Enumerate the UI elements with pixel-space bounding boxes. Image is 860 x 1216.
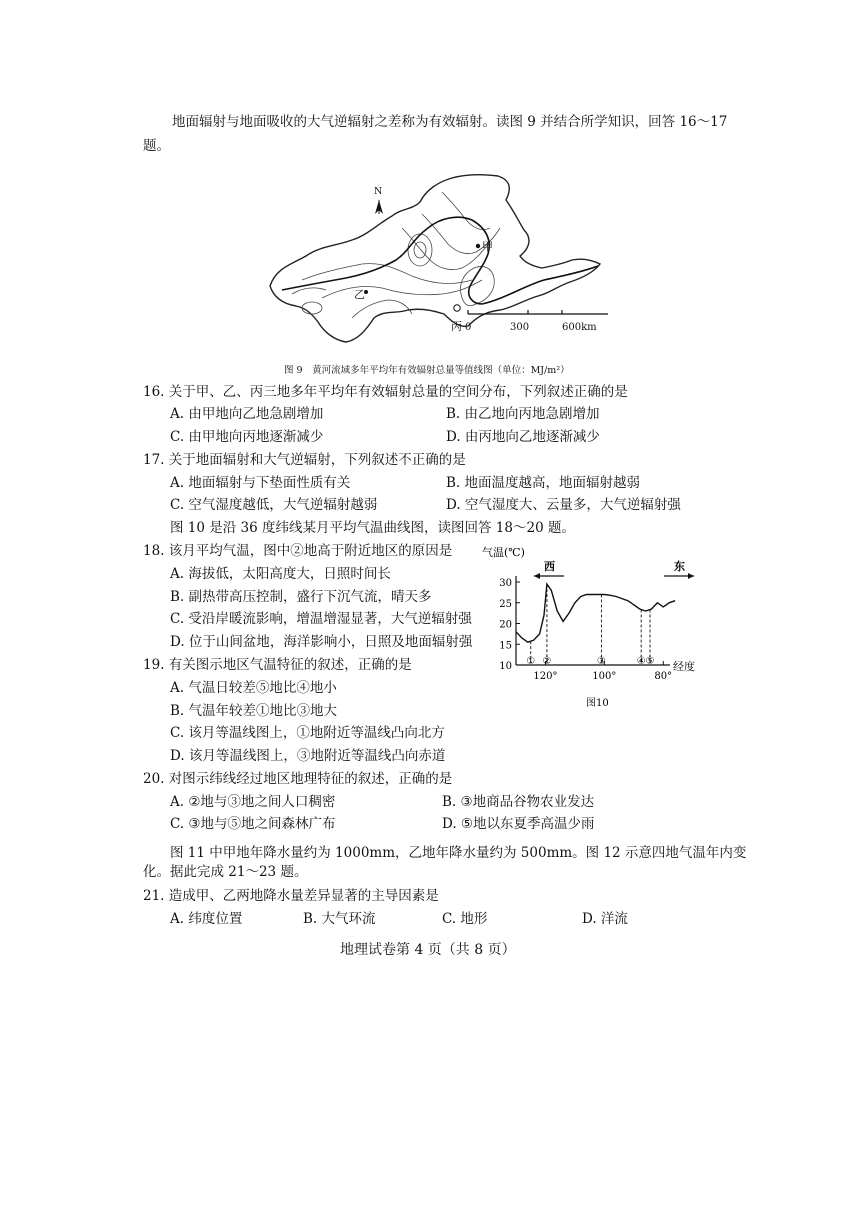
- q18-option-d: D. 位于山间盆地，海洋影响小，日照及地面辐射强: [170, 634, 473, 650]
- q20-option-a: A. ②地与③地之间人口稠密: [170, 794, 336, 810]
- x-tick-label: 120°: [533, 671, 558, 682]
- intro-line-2: 题。: [143, 138, 170, 154]
- q19-option-a: A. 气温日较差⑤地比④地小: [170, 680, 337, 696]
- q19-option-c: C. 该月等温线图上，①地附近等温线凸向北方: [170, 725, 445, 741]
- chart-caption: 图10: [586, 698, 609, 709]
- fig9-caption: 图 9 黄河流域多年平均年有效辐射总量等值线图（单位：MJ/m²）: [284, 365, 570, 376]
- intro-fig11-line-2: 化。据此完成 21～23 题。: [143, 864, 308, 880]
- point-marker-label: ④: [636, 656, 646, 667]
- scale-zero: 0: [465, 322, 472, 333]
- q17-option-a: A. 地面辐射与下垫面性质有关: [170, 475, 351, 491]
- y-tick-label: 30: [499, 578, 512, 589]
- x-tick-label: 80°: [654, 671, 673, 682]
- y-tick-label: 25: [499, 598, 512, 610]
- q21-stem: 21. 造成甲、乙两地降水量差异显著的主导因素是: [143, 888, 439, 904]
- east-arrow-icon: [664, 573, 694, 579]
- q16-option-a: A. 由甲地向乙地急剧增加: [170, 406, 324, 422]
- fig10-temperature-chart: [478, 540, 728, 712]
- q16-option-b: B. 由乙地向丙地急剧增加: [446, 406, 600, 422]
- q21-option-a: A. 纬度位置: [170, 911, 243, 927]
- q18-option-a: A. 海拔低，太阳高度大，日照时间长: [170, 566, 391, 582]
- y-tick-label: 10: [499, 661, 512, 672]
- page-footer: 地理试卷第 4 页（共 8 页）: [340, 942, 516, 958]
- q17-option-d: D. 空气湿度大、云量多，大气逆辐射强: [446, 497, 681, 513]
- point-jia-label: 甲: [482, 240, 493, 253]
- north-label: N: [374, 186, 383, 197]
- q20-option-c: C. ③地与⑤地之间森林广布: [170, 816, 336, 832]
- temperature-series-line: [516, 584, 675, 642]
- point-yi-label: 乙: [354, 288, 365, 301]
- q19-option-d: D. 该月等温线图上，③地附近等温线凸向赤道: [170, 748, 446, 764]
- point-marker-label: ⑤: [645, 656, 655, 667]
- fig9-map: [262, 168, 612, 348]
- q16-stem: 16. 关于甲、乙、丙三地多年平均年有效辐射总量的空间分布，下列叙述正确的是: [143, 384, 628, 400]
- q21-option-d: D. 洋流: [582, 911, 628, 927]
- intro-fig10: 图 10 是沿 36 度纬线某月平均气温曲线图，读图回答 18～20 题。: [170, 520, 575, 536]
- q18-option-b: B. 副热带高压控制，盛行下沉气流，晴天多: [170, 589, 432, 605]
- q19-stem: 19. 有关图示地区气温特征的叙述，正确的是: [143, 657, 412, 673]
- point-marker-label: ①: [526, 656, 536, 667]
- q17-option-c: C. 空气湿度越低，大气逆辐射越弱: [170, 497, 378, 513]
- chart-east-label: 东: [674, 560, 685, 573]
- north-arrow-icon: [375, 200, 383, 214]
- y-tick-label: 20: [499, 619, 512, 631]
- y-tick-label: 15: [499, 640, 512, 652]
- scale-mid: 300: [510, 322, 530, 333]
- q20-option-b: B. ③地商品谷物农业发达: [442, 794, 595, 810]
- chart-ylabel: 气温(℃): [482, 546, 525, 559]
- q16-option-c: C. 由甲地向丙地逐渐减少: [170, 429, 324, 445]
- q18-option-c: C. 受沿岸暖流影响，增温增湿显著，大气逆辐射强: [170, 611, 472, 627]
- q16-option-d: D. 由丙地向乙地逐渐减少: [446, 429, 600, 445]
- intro-fig11-line-1: 图 11 中甲地年降水量约为 1000mm，乙地年降水量约为 500mm。图 12 示意四地气温年内变: [170, 845, 747, 861]
- q19-option-b: B. 气温年较差①地比③地大: [170, 703, 338, 719]
- chart-xlabel: 经度: [673, 660, 695, 673]
- q21-option-b: B. 大气环流: [303, 911, 376, 927]
- point-bing-label: 丙: [451, 320, 462, 333]
- west-arrow-icon: [534, 573, 564, 579]
- scale-end: 600km: [562, 322, 597, 333]
- q20-stem: 20. 对图示纬线经过地区地理特征的叙述，正确的是: [143, 771, 453, 787]
- q20-option-d: D. ⑤地以东夏季高温少雨: [442, 816, 595, 832]
- q17-option-b: B. 地面温度越高，地面辐射越弱: [446, 475, 641, 491]
- yellow-river-basin-map: [262, 168, 612, 348]
- q18-stem: 18. 该月平均气温，图中②地高于附近地区的原因是: [143, 543, 453, 559]
- q17-stem: 17. 关于地面辐射和大气逆辐射，下列叙述不正确的是: [143, 452, 466, 468]
- q21-option-c: C. 地形: [442, 911, 488, 927]
- intro-line-1: 地面辐射与地面吸收的大气逆辐射之差称为有效辐射。读图 9 并结合所学知识，回答 16～17: [172, 114, 728, 130]
- point-marker-label: ③: [596, 656, 606, 667]
- x-tick-label: 100°: [592, 671, 617, 682]
- chart-west-label: 西: [544, 560, 555, 573]
- point-marker-label: ②: [542, 656, 552, 667]
